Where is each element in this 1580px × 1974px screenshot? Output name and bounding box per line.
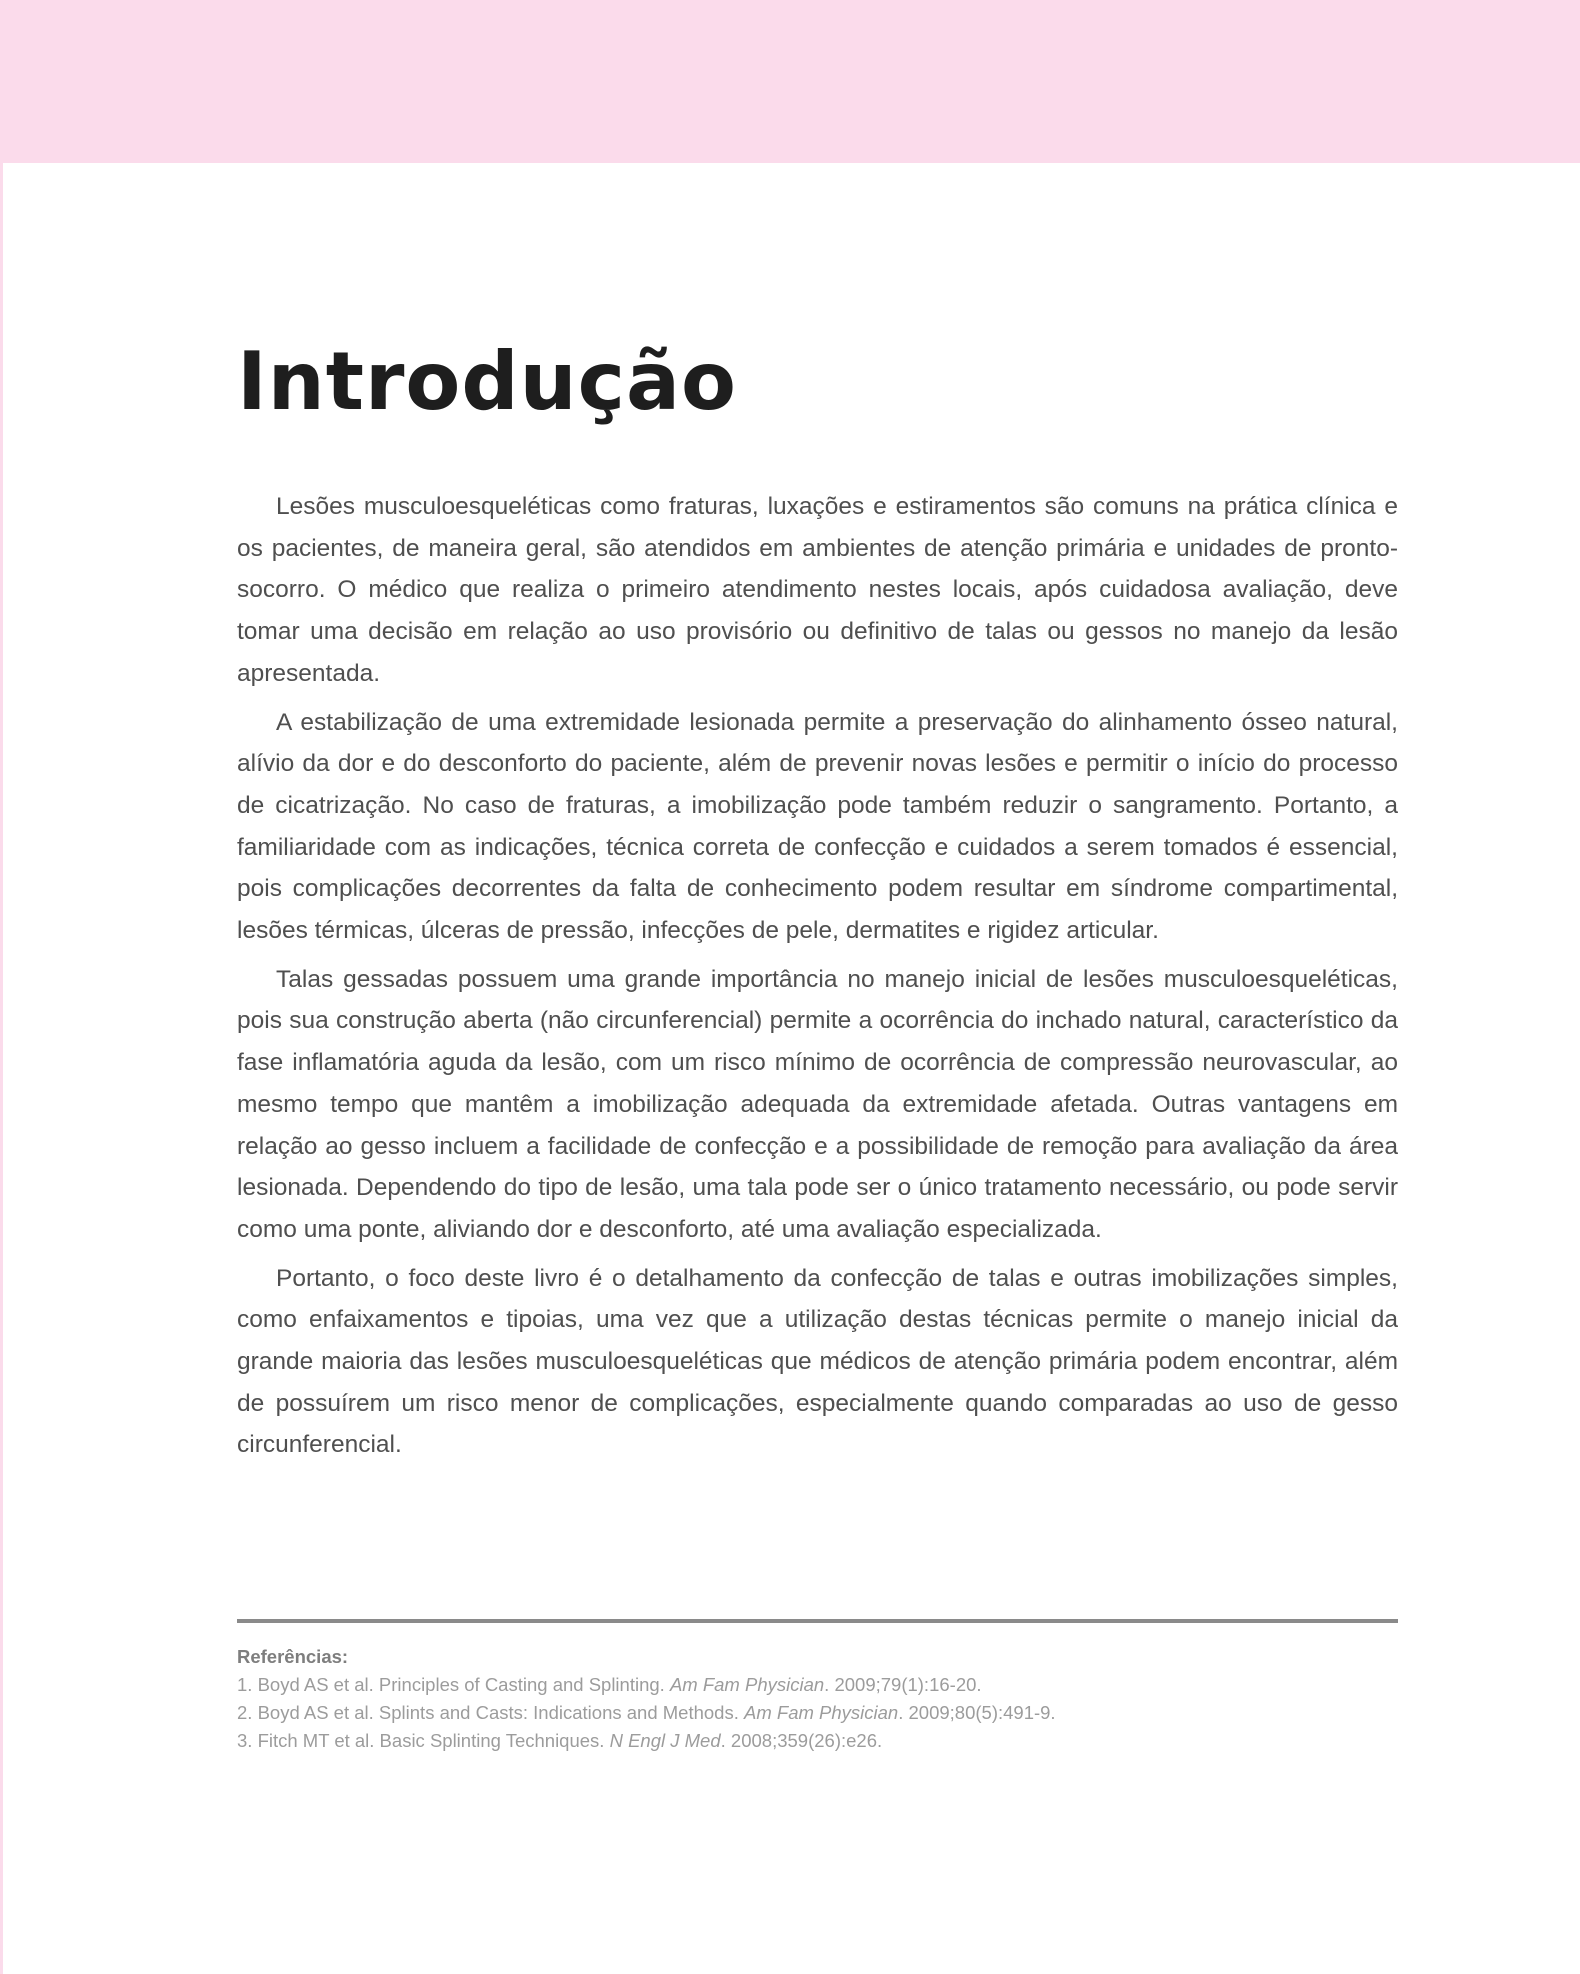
reference-item-2 (237, 1699, 1398, 1727)
paragraph-1: Lesões musculoesqueléticas como fraturas, luxações e estiramentos são comuns na prática clínica e os pacientes, de maneira geral, são atendidos em ambientes de atenção primária e unidades de pronto-socorro. O médico que realiza o primeiro atendimento nestes locais, após cuidadosa avaliação, deve tomar uma decisão em relação ao uso provisório ou definitivo de talas ou gessos no manejo da lesão apresentada. (237, 493, 1398, 687)
top-color-band (0, 0, 1580, 163)
reference-citation: . 2008;359(26):e26. (720, 1730, 883, 1751)
reference-citation: . 2009;79(1):16-20. (824, 1674, 982, 1695)
reference-text: 1. Boyd AS et al. Principles of Casting and Splinting. (237, 1674, 670, 1695)
reference-text: 2. Boyd AS et al. Splints and Casts: Indications and Methods. (237, 1702, 744, 1723)
references-divider (237, 1619, 1398, 1623)
reference-citation: . 2009;80(5):491-9. (898, 1702, 1056, 1723)
references-heading: Referências: (237, 1646, 349, 1667)
reference-journal: Am Fam Physician (744, 1702, 899, 1723)
reference-item-1 (237, 1671, 1398, 1699)
page-title: Introdução (237, 335, 737, 428)
left-color-edge (0, 163, 3, 1974)
paragraph-4: Portanto, o foco deste livro é o detalhamento da confecção de talas e outras imobilizações simples, como enfaixamentos e tipoias, uma vez que a utilização destas técnicas permite o manejo inicial da grande maioria das lesões musculoesqueléticas que médicos de atenção primária podem encontrar, além de possuírem um risco menor de complicações, especialmente quando comparadas ao uso de gesso circunferencial. (237, 1264, 1398, 1459)
reference-journal: N Engl J Med (609, 1730, 721, 1751)
paragraph-2: A estabilização de uma extremidade lesionada permite a preservação do alinhamento ósseo natural, alívio da dor e do desconforto do paciente, além de prevenir novas lesões e permitir o início do processo de cicatrização. No caso de fraturas, a imobilização pode também reduzir o sangramento. Portanto, a familiaridade com as indicações, técnica correta de confecção e cuidados a serem tomados é essencial, pois complicações decorrentes da falta de conhecimento podem resultar em síndrome compartimental, lesões térmicas, úlceras de pressão, infecções de pele, dermatites e rigidez articular. (237, 708, 1398, 945)
references-section (237, 1643, 1398, 1755)
paragraph-3: Talas gessadas possuem uma grande importância no manejo inicial de lesões musculoesqueléticas, pois sua construção aberta (não circunferencial) permite a ocorrência do inchado natural, característico da fase inflamatória aguda da lesão, com um risco mínimo de ocorrência de compressão neurovascular, ao mesmo tempo que mantêm a imobilização adequada da extremidade afetada. Outras vantagens em relação ao gesso incluem a facilidade de confecção e a possibilidade de remoção para avaliação da área lesionada. Dependendo do tipo de lesão, uma tala pode ser o único tratamento necessário, ou pode servir como uma ponte, aliviando dor e desconforto, até uma avaliação especializada. (237, 965, 1398, 1243)
reference-text: 3. Fitch MT et al. Basic Splinting Techniques. (237, 1730, 610, 1751)
body-text (237, 486, 1398, 1473)
reference-journal: Am Fam Physician (669, 1674, 825, 1695)
reference-item-3 (237, 1727, 1398, 1755)
